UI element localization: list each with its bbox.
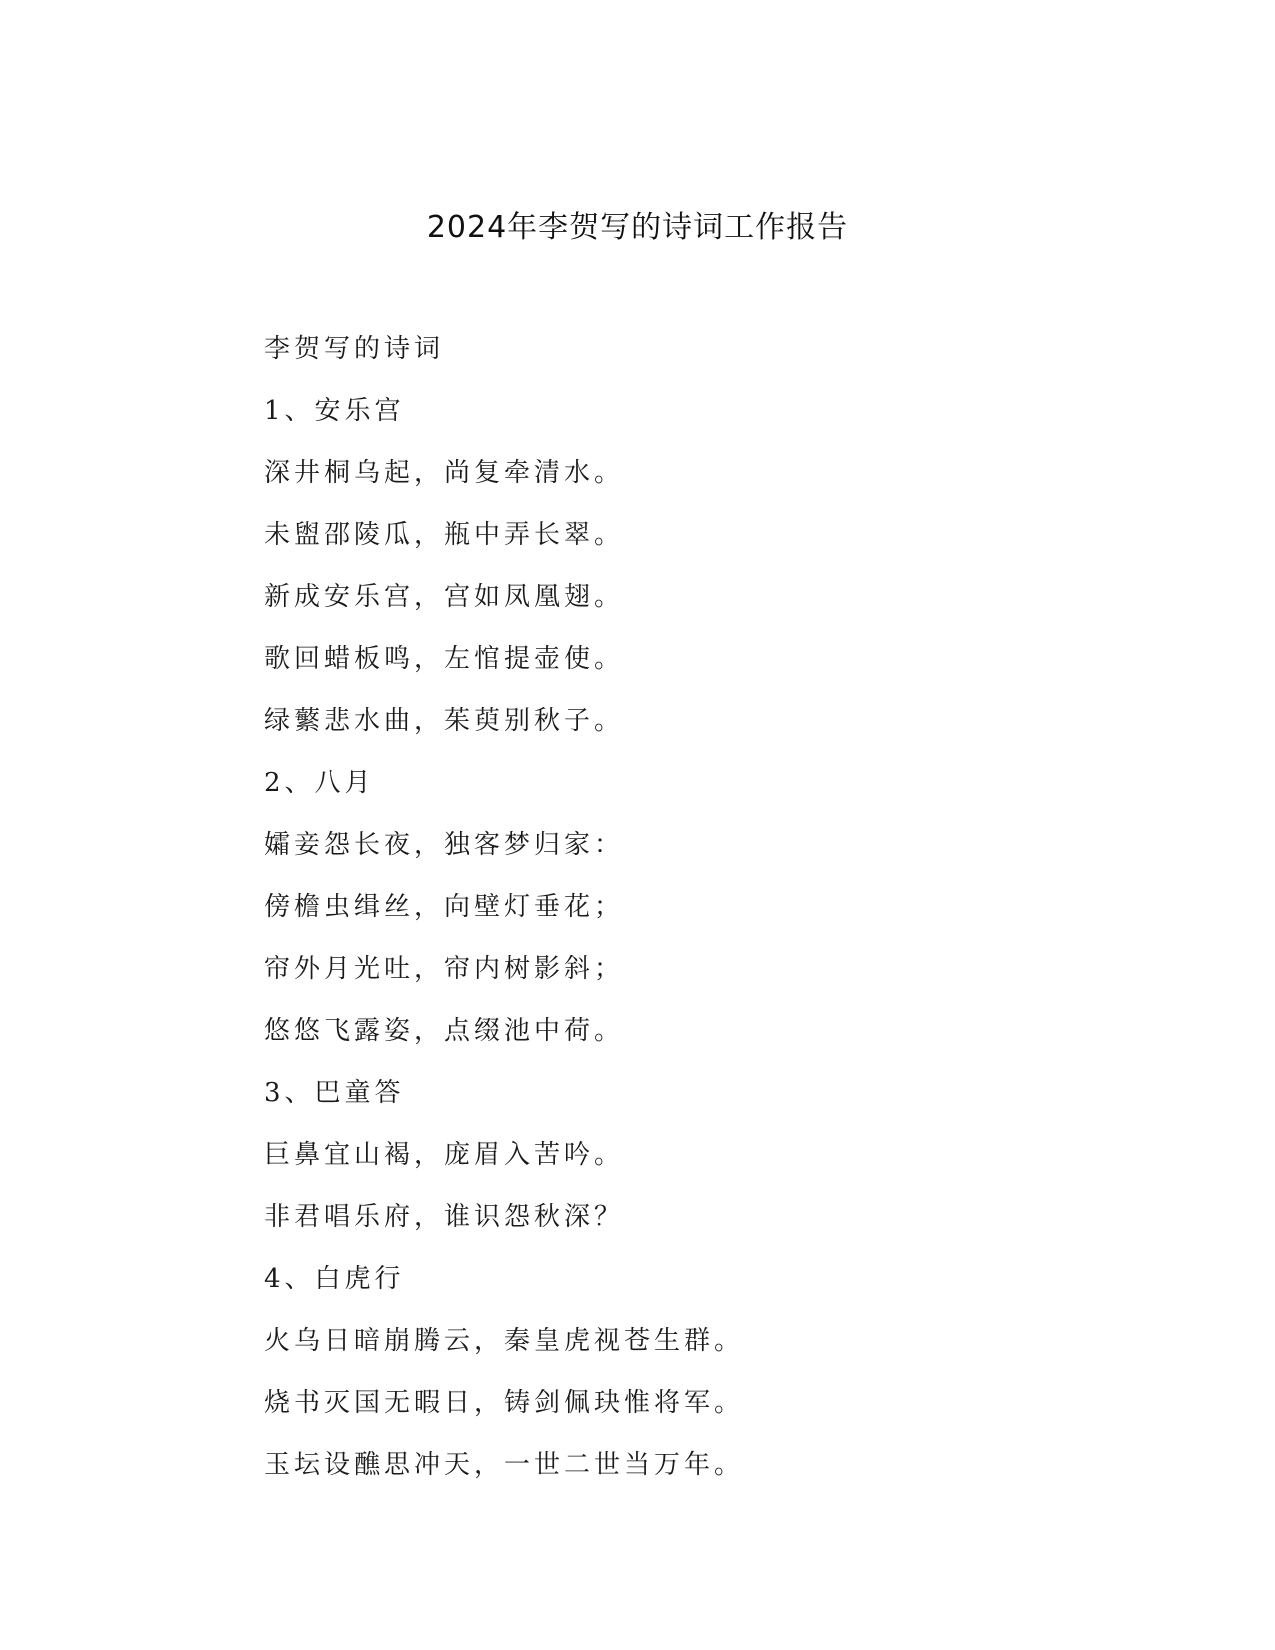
poem-line: 火乌日暗崩腾云，秦皇虎视苍生群。 bbox=[264, 1326, 745, 1356]
poem-line: 巨鼻宜山褐，庞眉入苦吟。 bbox=[264, 1140, 625, 1170]
poem-line: 新成安乐宫，宫如凤凰翅。 bbox=[264, 582, 625, 612]
poem-line: 烧书灭国无暇日，铸剑佩玦惟将军。 bbox=[264, 1388, 745, 1418]
poem-line: 帘外月光吐，帘内树影斜； bbox=[264, 954, 625, 984]
poem-line: 歌回蜡板鸣，左悺提壶使。 bbox=[264, 644, 625, 674]
poem-line: 绿蘩悲水曲，茱萸别秋子。 bbox=[264, 706, 625, 736]
poem-title: 4、白虎行 bbox=[264, 1264, 405, 1294]
poem-line: 傍檐虫缉丝，向壁灯垂花； bbox=[264, 892, 625, 922]
poem-line: 孀妾怨长夜，独客梦归家： bbox=[264, 830, 625, 860]
poem-title: 2、八月 bbox=[264, 768, 375, 798]
poem-line: 非君唱乐府，谁识怨秋深？ bbox=[264, 1202, 625, 1232]
poem-title: 1、安乐宫 bbox=[264, 396, 405, 426]
poem-line: 悠悠飞露姿，点缀池中荷。 bbox=[264, 1016, 625, 1046]
section-heading: 李贺写的诗词 bbox=[264, 334, 445, 364]
poem-line: 玉坛设醮思冲天，一世二世当万年。 bbox=[264, 1450, 745, 1480]
poem-line: 未盥邵陵瓜，瓶中弄长翠。 bbox=[264, 520, 625, 550]
document-body bbox=[264, 330, 1024, 1508]
document-title: 2024年李贺写的诗词工作报告 bbox=[426, 210, 849, 245]
poem-title: 3、巴童答 bbox=[264, 1078, 405, 1108]
poem-line: 深井桐乌起，尚复牵清水。 bbox=[264, 458, 625, 488]
